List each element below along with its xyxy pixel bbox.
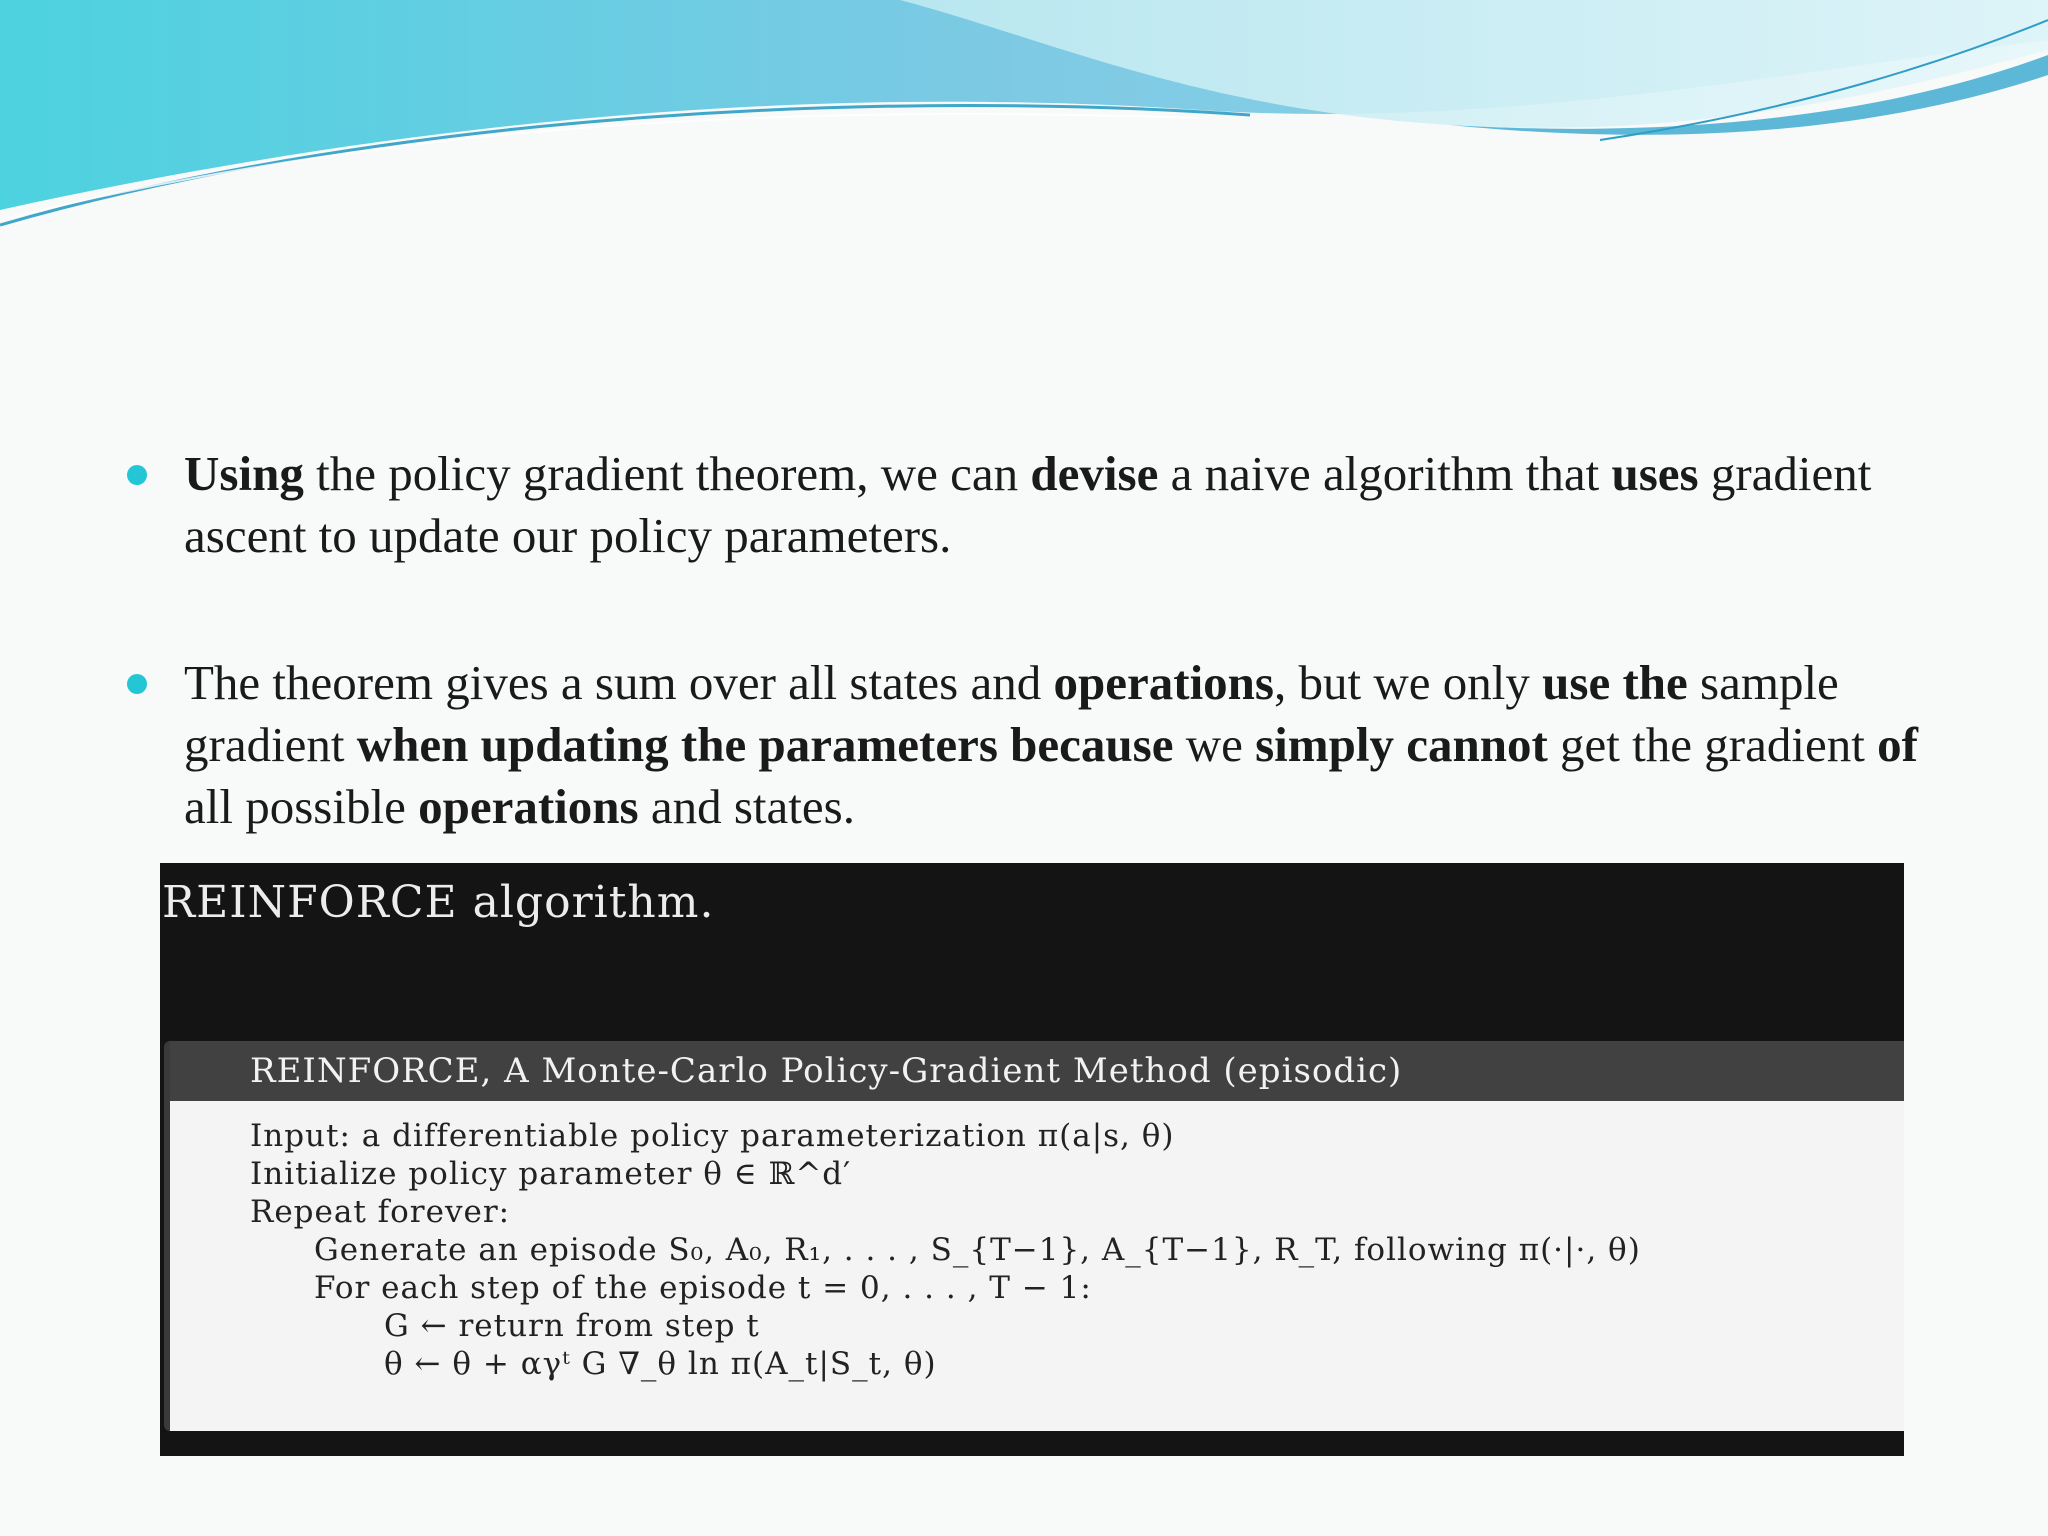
algorithm-line-repeat: Repeat forever:: [250, 1194, 511, 1230]
algorithm-line-return: G ← return from step t: [384, 1308, 760, 1344]
bullet-dot-icon: [127, 674, 147, 694]
algorithm-screenshot: [160, 863, 1904, 1456]
bullet-text-segment: the policy gradient theorem, we can: [303, 446, 1031, 501]
bullet-text-segment: a naive algorithm that: [1158, 446, 1612, 501]
bullet-text-segment: operations: [1053, 655, 1274, 710]
algorithm-line-generate-episode: Generate an episode S₀, A₀, R₁, . . . , S_{T−1}, A_{T−1}, R_T, following π(·|·, θ): [314, 1232, 1641, 1268]
bullet-dot-icon: [127, 465, 147, 485]
bullet-text-segment: The theorem gives a sum over all states and: [184, 655, 1054, 710]
bullet-text-segment: of: [1877, 717, 1918, 772]
bullet-text-segment: simply cannot: [1255, 717, 1548, 772]
bullet-item-sample-gradient: [184, 652, 1944, 838]
bullet-text-segment: get the gradient: [1547, 717, 1878, 772]
algorithm-body: [170, 1101, 1904, 1383]
bullet-text-segment: Using: [184, 446, 304, 501]
bullet-text-segment: and states.: [638, 779, 855, 834]
bullet-text-segment: devise: [1030, 446, 1159, 501]
bullet-text-segment: gradient ascent to update our policy parameters.: [184, 446, 1872, 563]
bullet-text-segment: when updating the parameters because: [356, 717, 1174, 772]
algorithm-line-initialize: Initialize policy parameter θ ∈ ℝ^d′: [250, 1156, 852, 1192]
algorithm-title: REINFORCE algorithm.: [162, 877, 715, 928]
algorithm-line-update: θ ← θ + αγᵗ G ∇_θ ln π(A_t|S_t, θ): [384, 1346, 937, 1382]
bullet-text-segment: sample gradient: [184, 655, 1839, 772]
algorithm-box-title: REINFORCE, A Monte-Carlo Policy-Gradient Method (episodic): [170, 1041, 1904, 1101]
bullet-text-segment: use the: [1542, 655, 1688, 710]
algorithm-box: [164, 1041, 1904, 1431]
bullet-text-segment: we: [1173, 717, 1256, 772]
bullet-text-segment: uses: [1611, 446, 1699, 501]
header-wave-decoration: [0, 0, 2048, 240]
bullet-text-segment: operations: [418, 779, 639, 834]
bullet-item-policy-gradient: [184, 443, 1944, 567]
bullet-text-segment: , but we only: [1274, 655, 1543, 710]
algorithm-line-for-each-step: For each step of the episode t = 0, . . . , T − 1:: [314, 1270, 1092, 1306]
algorithm-line-input: Input: a differentiable policy parameterization π(a|s, θ): [250, 1118, 1175, 1154]
bullet-text-segment: all possible: [184, 779, 419, 834]
